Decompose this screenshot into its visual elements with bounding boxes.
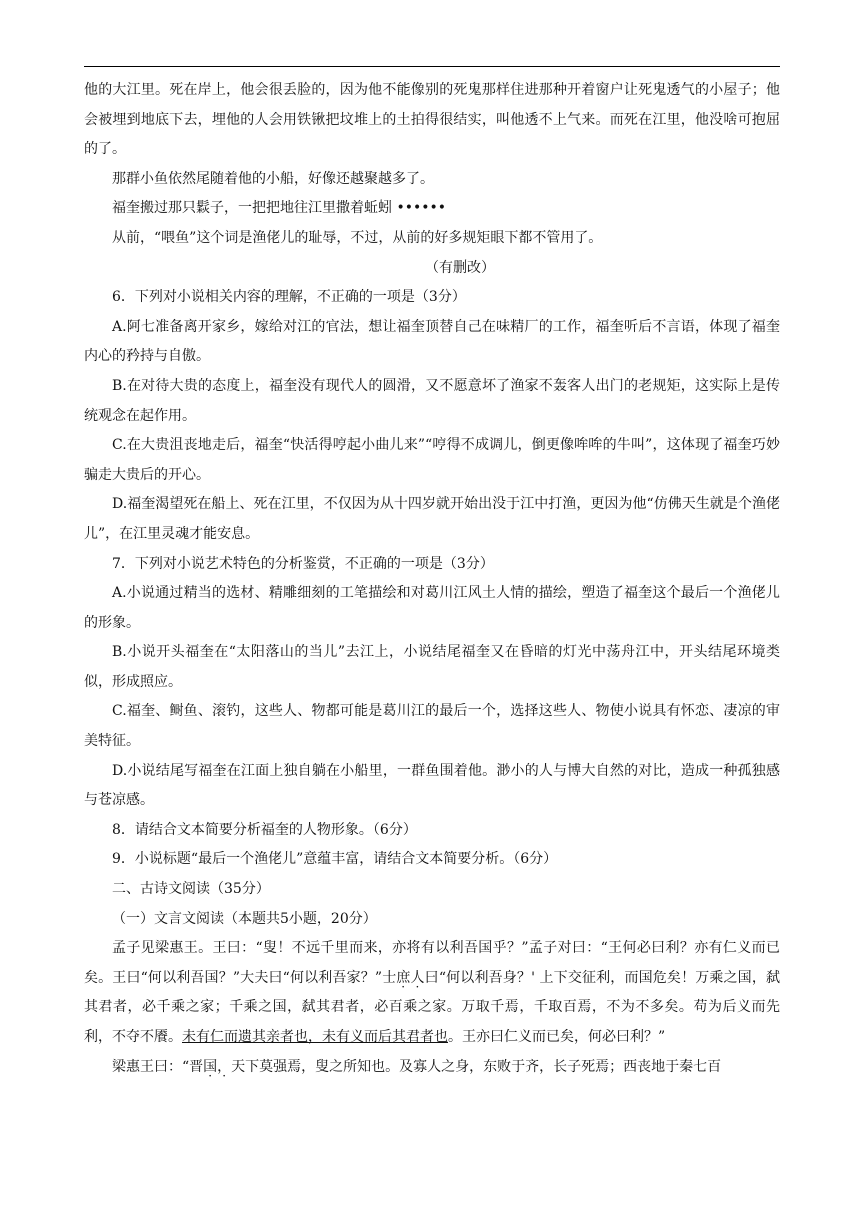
document-body: [84, 76, 780, 1082]
classical-paragraph: [84, 934, 780, 1052]
question-6-stem: 6．下列对小说相关内容的理解，不正确的一项是（3分）: [112, 289, 466, 306]
question-6-option-d: D.福奎渴望死在船上、死在江里，不仅因为从十四岁就开始出没于江中打渔，更因为他“仿佛天生就是个渔佬儿”，在江里灵魂才能安息。: [84, 496, 780, 542]
dotted-char: 庶: [396, 969, 411, 986]
question-7-option-d: D.小说结尾写福奎在江面上独自躺在小船里，一群鱼围着他。渺小的人与博大自然的对比，造成一种孤独感与苍凉感。: [84, 762, 780, 809]
question-8: 8．请结合文本简要分析福奎的人物形象。（6分）: [112, 821, 417, 838]
passage-paragraph: 他的大江里。死在岸上，他会很丢脸的，因为他不能像别的死鬼那样住进那种开着窗户让死鬼透气的小屋子；他会被埋到地底下去，埋他的人会用铁锹把坟堆上的土拍得很结实，叫他透不上气来。而死在江里，他没啥可抱屈的了。: [84, 82, 780, 158]
question-7-option-b: B.小说开头福奎在“太阳落山的当儿”去江上，小说结尾福奎又在昏暗的灯光中荡舟江中，开头结尾环境类似，形成照应。: [84, 644, 780, 690]
classical-text: 孟子见梁惠王。王曰：“叟！不远千里而来，亦将有以利吾国乎？”孟子对曰：“王何必曰利？亦有仁义而已矣。王曰“何以利吾国？”大夫曰“何以利吾家？”: [84, 940, 780, 986]
classical-text: 人曰“何以利吾身？' 上下交征利，而国危矣！万乘之国，弑其君者，必千乘之家；千乘之国，弑其君者，必百乘之家。万取千焉，千取百焉，不为不多矣。苟为后义而先利，不夺不餍。: [84, 969, 780, 1045]
question-7-option-c: C.福奎、鲥鱼、滚钓，这些人、物都可能是葛川江的最后一个，选择这些人、物使小说具有怀恋、凄凉的审美特征。: [84, 703, 780, 750]
question-7-stem: 7．下列对小说艺术特色的分析鉴赏，不正确的一项是（3分）: [112, 555, 494, 572]
underlined-sentence: 未有仁而遗其亲者也，未有义而后其君者也: [182, 1029, 448, 1045]
dotted-char: 士: [382, 969, 397, 986]
question-6-option-c: C.在大贵沮丧地走后，福奎“快活得哼起小曲儿来”“哼得不成调儿，倒更像哞哞的牛叫”，这体现了福奎巧妙骗走大贵后的开心。: [84, 437, 780, 483]
source-note: （有删改）: [425, 259, 495, 276]
classical-text: 梁惠王曰：“: [112, 1058, 190, 1075]
question-6-option-b: B.在对待大贵的态度上，福奎没有现代人的圆滑，又不愿意坏了渔家不轰客人出门的老规矩，这实际上是传统观念在起作用。: [84, 377, 780, 424]
section-heading: 二、古诗文阅读（35分）: [112, 881, 270, 898]
passage-paragraph: 那群小鱼依然尾随着他的小船，好像还越聚越多了。: [112, 170, 434, 187]
question-7-option-a: A.小说通过精当的选材、精雕细刻的工笔描绘和对葛川江风土人情的描绘，塑造了福奎这个最后一个渔佬儿的形象。: [84, 585, 780, 631]
passage-paragraph: 福奎搬过那只鬏子，一把把地往江里撒着蚯蚓 ••••••: [112, 200, 446, 217]
question-9: 9．小说标题“最后一个渔佬儿”意蕴丰富，请结合文本简要分析。（6分）: [112, 851, 558, 868]
header-rule: [84, 66, 780, 67]
question-6-option-a: A.阿七准备离开家乡，嫁给对江的官法，想让福奎顶替自己在味精厂的工作，福奎听后不言语，体现了福奎内心的矜持与自傲。: [84, 318, 780, 365]
classical-paragraph: [84, 1053, 780, 1083]
dotted-char: 国: [203, 1058, 218, 1075]
dotted-char: 晋: [189, 1058, 204, 1075]
passage-paragraph: 从前，“喂鱼”这个词是渔佬儿的耻辱，不过，从前的好多规矩眼下都不管用了。: [112, 229, 603, 246]
subsection-heading: （一）文言文阅读（本题共5小题，20分）: [112, 910, 377, 927]
classical-text: ，天下莫强焉，叟之所知也。及寡人之身，东败于齐，长子死焉；西丧地于秦七百: [217, 1058, 722, 1075]
classical-text: 。王亦曰仁义而已矣，何必曰利？”: [448, 1029, 666, 1045]
